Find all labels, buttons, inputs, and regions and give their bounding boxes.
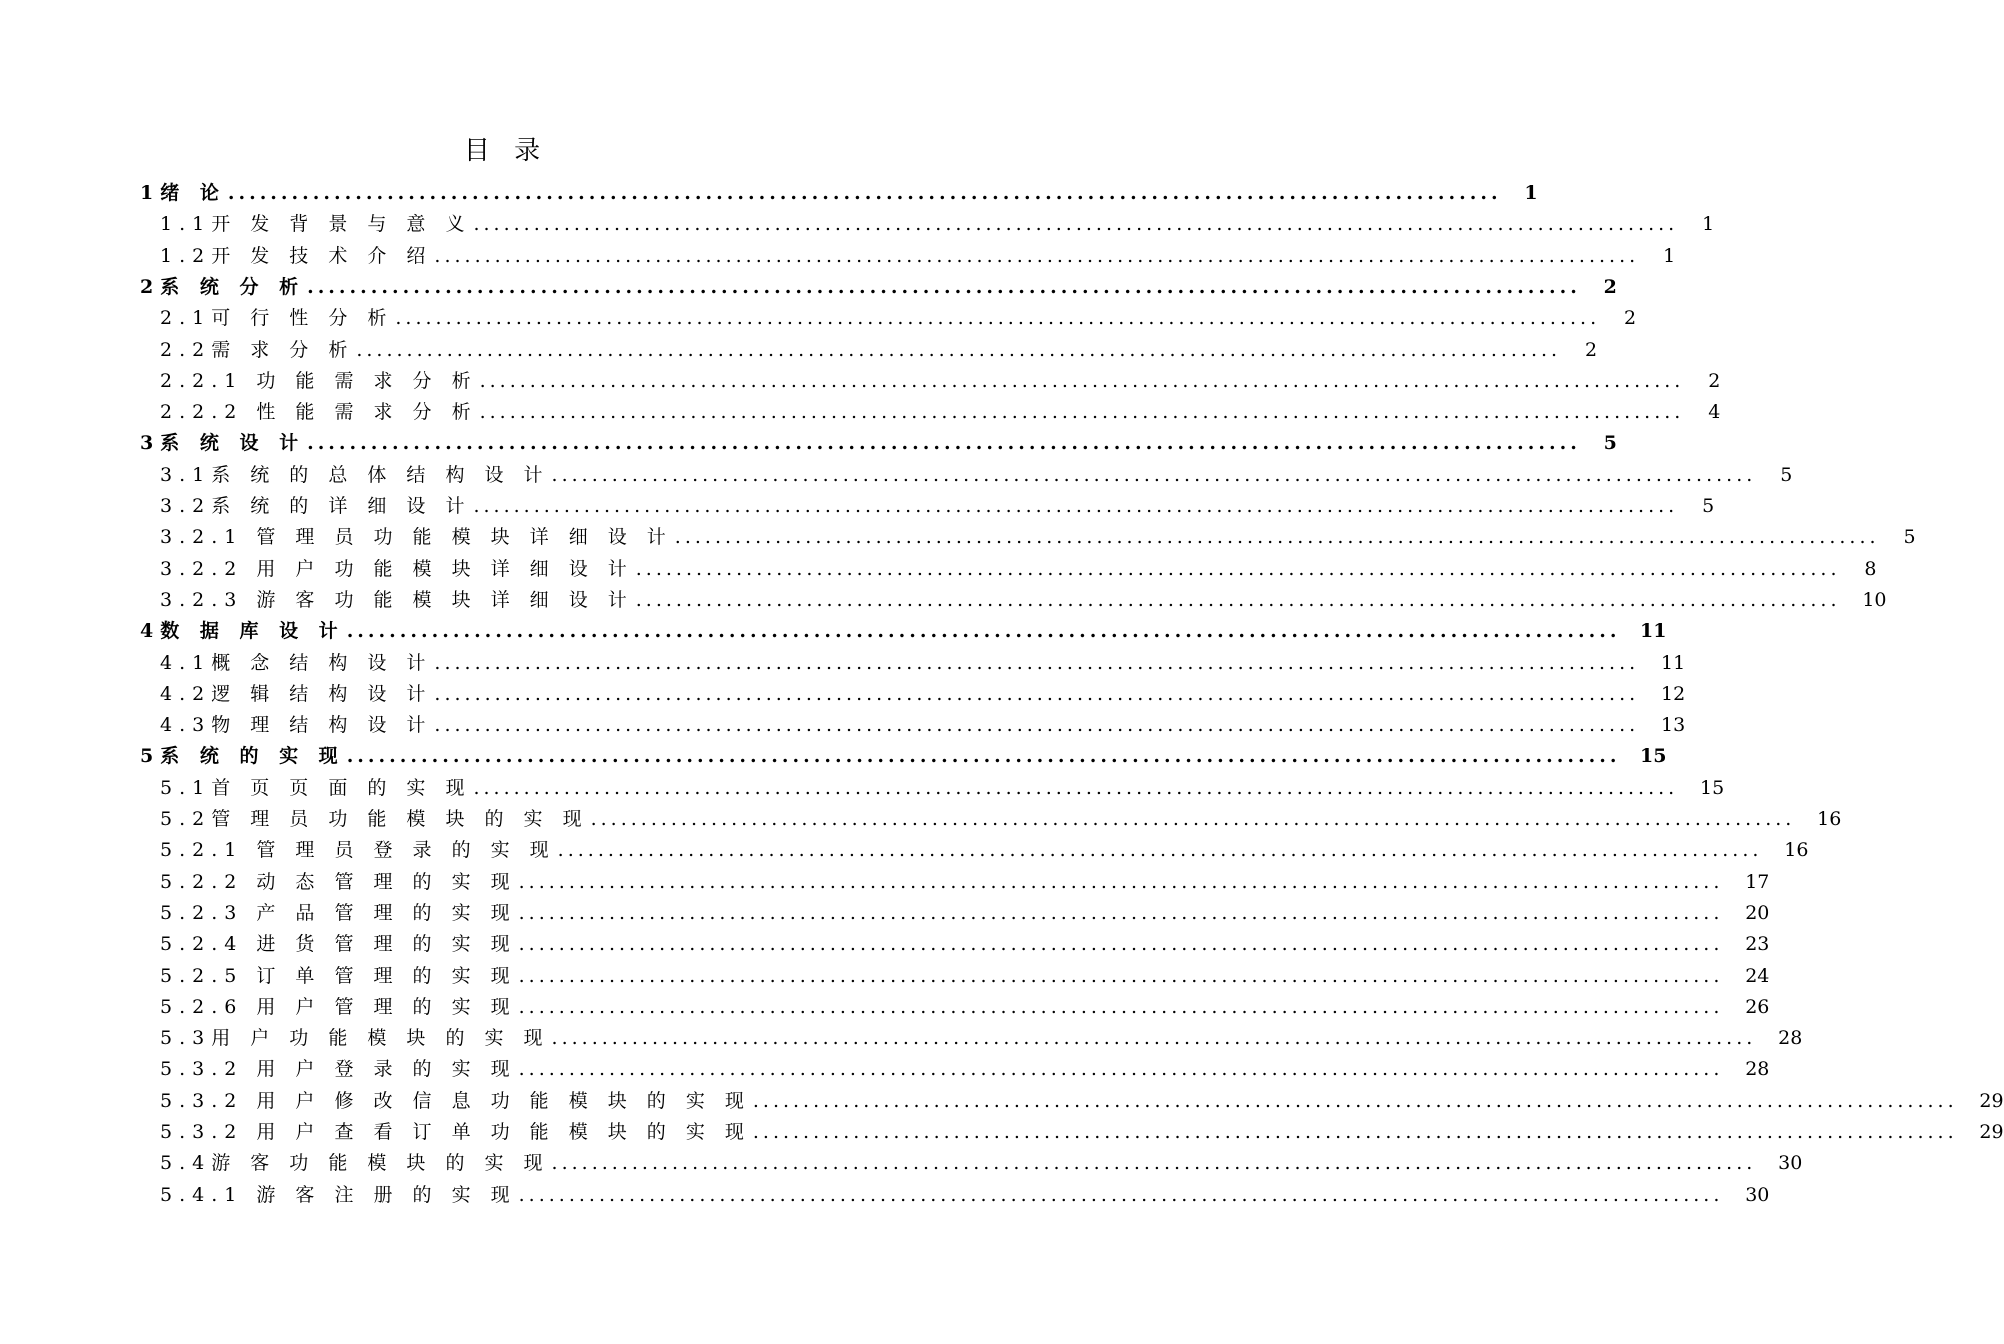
toc-entry[interactable] [160,241,1676,272]
toc-entry-label: 4数 据 库 设 计 [140,620,345,643]
toc-entry-label: 3.2.3 游 客 功 能 模 块 详 细 设 计 [160,588,634,611]
toc-entry[interactable] [160,491,1715,522]
toc-entry-page: 1 [1702,213,1715,236]
toc-entry-page: 28 [1745,1058,1770,1081]
toc-entry[interactable] [160,835,1809,866]
toc-entry-page: 2 [1624,307,1637,330]
toc-entry-page: 16 [1784,839,1809,862]
toc-entry-page: 2 [1708,369,1721,392]
toc-entry-label: 5.3.2 用 户 登 录 的 实 现 [160,1058,517,1081]
toc-entry-label: 2.2.1 功 能 需 求 分 析 [160,369,478,392]
toc-entry-page: 4 [1708,401,1721,424]
toc-dot-leader: ........................................................................................................................ [635,588,1841,611]
toc-entry-label: 3.2系 统 的 详 细 设 计 [160,495,472,517]
toc-entry[interactable] [160,710,1686,741]
toc-entry[interactable] [160,397,1721,428]
toc-dot-leader: ........................................................................................................................ [434,714,1640,737]
toc-dot-leader: ........................................................................................................................ [473,495,1679,517]
toc-entry[interactable] [140,272,1617,303]
toc-entry-page: 2 [1585,338,1598,361]
toc-dot-leader: ........................................................................................................................ [434,651,1640,674]
toc-entry-label: 2系 统 分 析 [140,275,306,298]
toc-entry-label: 5.3.2 用 户 修 改 信 息 功 能 模 块 的 实 现 [160,1089,751,1112]
toc-entry-label: 4.1概 念 结 构 设 计 [160,651,433,674]
toc-entry-page: 11 [1640,620,1667,643]
toc-dot-leader: ........................................................................................................................ [395,307,1601,330]
toc-entry-page: 12 [1660,682,1686,705]
toc-entry-label: 5系 统 的 实 现 [140,745,345,768]
toc-entry-page: 30 [1778,1152,1803,1175]
toc-entry-label: 4.3物 理 结 构 设 计 [160,714,433,737]
toc-title: 目 录 [463,136,549,166]
toc-entry-page: 24 [1745,964,1770,987]
toc-entry[interactable] [160,867,1770,898]
toc-entry-page: 28 [1778,1027,1803,1050]
toc-dot-leader: ........................................................................................................................ [227,182,1502,204]
toc-entry-page: 15 [1700,776,1725,799]
toc-dot-leader: ........................................................................................................................ [518,964,1724,987]
toc-entry[interactable] [160,1054,1770,1085]
toc-entry-page: 13 [1660,714,1686,737]
toc-entry[interactable] [160,961,1770,992]
toc-dot-leader: ........................................................................................................................ [473,213,1679,236]
toc-dot-leader: ........................................................................................................................ [752,1121,1958,1143]
toc-entry-page: 15 [1640,745,1667,768]
toc-entry[interactable] [160,648,1686,679]
toc-dot-leader: ........................................................................................................................ [752,1089,1958,1112]
toc-entry-label: 5.2.1 管 理 员 登 录 的 实 现 [160,839,556,862]
toc-dot-leader: ........................................................................................................................ [473,776,1679,799]
toc-entry-label: 5.2.6 用 户 管 理 的 实 现 [160,995,517,1018]
toc-dot-leader: ........................................................................................................................ [518,870,1724,893]
toc-entry-page: 5 [1780,463,1793,486]
toc-entry-label: 5.2管 理 员 功 能 模 块 的 实 现 [160,808,589,830]
toc-entry-page: 10 [1862,588,1887,611]
toc-dot-leader: ........................................................................................................................ [518,1183,1724,1206]
toc-entry-page: 16 [1817,808,1842,830]
toc-entry[interactable] [140,616,1667,647]
toc-dot-leader: ........................................................................................................................ [356,338,1562,361]
toc-entry[interactable] [160,460,1793,491]
toc-entry[interactable] [140,178,1538,209]
toc-entry[interactable] [160,303,1637,334]
toc-entry-label: 5.4游 客 功 能 模 块 的 实 现 [160,1152,550,1175]
toc-entry-page: 29 [1979,1121,2004,1143]
toc-entry[interactable] [160,773,1725,804]
toc-entry-page: 5 [1702,495,1715,517]
toc-dot-leader: ........................................................................................................................ [434,244,1640,267]
toc-dot-leader: ........................................................................................................................ [479,401,1685,424]
toc-entry-label: 1.2开 发 技 术 介 绍 [160,244,433,267]
toc-entry[interactable] [160,992,1770,1023]
toc-entry[interactable] [160,1180,1770,1211]
toc-entry-label: 5.3用 户 功 能 模 块 的 实 现 [160,1027,550,1050]
toc-entry-label: 5.1首 页 页 面 的 实 现 [160,776,472,799]
toc-entry-label: 3.1系 统 的 总 体 结 构 设 计 [160,463,550,486]
toc-dot-leader: ........................................................................................................................ [557,839,1763,862]
toc-entry-label: 1绪 论 [140,182,226,204]
toc-entry-label: 5.2.4 进 货 管 理 的 实 现 [160,933,517,956]
toc-dot-leader: ........................................................................................................................ [518,1058,1724,1081]
toc-entry[interactable] [160,335,1598,366]
toc-entry[interactable] [140,741,1667,772]
toc-entry-label: 5.2.2 动 态 管 理 的 实 现 [160,870,517,893]
toc-entry-page: 1 [1524,182,1538,204]
toc-entry-label: 4.2逻 辑 结 构 设 计 [160,682,433,705]
toc-entry-label: 3系 统 设 计 [140,432,306,455]
toc-dot-leader: ........................................................................................................................ [551,1027,1757,1050]
toc-dot-leader: ........................................................................................................................ [307,432,1581,455]
toc-entry-label: 5.4.1 游 客 注 册 的 实 现 [160,1183,517,1206]
toc-entry-label: 1.1开 发 背 景 与 意 义 [160,213,472,236]
toc-entry[interactable] [160,898,1770,929]
toc-entry[interactable] [160,209,1715,240]
toc-entry[interactable] [140,428,1617,459]
toc-dot-leader: ........................................................................................................................ [674,526,1880,549]
toc-entry-label: 5.2.3 产 品 管 理 的 实 现 [160,901,517,924]
toc-entry-label: 2.1可 行 性 分 析 [160,307,394,330]
toc-dot-leader: ........................................................................................................................ [346,620,1621,643]
toc-entry-page: 11 [1660,651,1686,674]
toc-entry-page: 30 [1745,1183,1770,1206]
toc-entry[interactable] [160,1086,2004,1117]
toc-entry-page: 17 [1745,870,1770,893]
toc-dot-leader: ........................................................................................................................ [518,933,1724,956]
toc-entry[interactable] [160,1148,1803,1179]
toc-dot-leader: ........................................................................................................................ [551,1152,1757,1175]
toc-dot-leader: ........................................................................................................................ [479,369,1685,392]
toc-entry-label: 2.2需 求 分 析 [160,338,355,361]
toc-entry[interactable] [160,804,1842,835]
toc-entry-page: 26 [1745,995,1770,1018]
toc-entry[interactable] [160,554,1877,585]
toc-entry-page: 2 [1603,275,1617,298]
toc-entry[interactable] [160,929,1770,960]
toc-entry[interactable] [160,522,1916,553]
toc-entry-page: 5 [1903,526,1916,549]
toc-entry-page: 23 [1745,933,1770,956]
toc-entry[interactable] [160,1117,2004,1148]
toc-entry-page: 1 [1663,244,1676,267]
toc-entry[interactable] [160,366,1721,397]
toc-dot-leader: ........................................................................................................................ [635,557,1841,580]
toc-dot-leader: ........................................................................................................................ [307,275,1581,298]
toc-dot-leader: ........................................................................................................................ [518,995,1724,1018]
toc-entry[interactable] [160,1023,1803,1054]
toc-entry-page: 29 [1979,1089,2004,1112]
toc-entry-label: 2.2.2 性 能 需 求 分 析 [160,401,478,424]
toc-entry-page: 20 [1745,901,1770,924]
toc-entry-page: 5 [1603,432,1617,455]
toc-dot-leader: ........................................................................................................................ [590,808,1796,830]
toc-entry-label: 3.2.1 管 理 员 功 能 模 块 详 细 设 计 [160,526,673,549]
toc-entry-page: 8 [1864,557,1877,580]
toc-dot-leader: ........................................................................................................................ [551,463,1757,486]
toc-entry[interactable] [160,585,1887,616]
toc-dot-leader: ........................................................................................................................ [518,901,1724,924]
toc-dot-leader: ........................................................................................................................ [346,745,1621,768]
toc-entry-label: 5.3.2 用 户 查 看 订 单 功 能 模 块 的 实 现 [160,1121,751,1143]
toc-entry-label: 5.2.5 订 单 管 理 的 实 现 [160,964,517,987]
toc-entry[interactable] [160,679,1686,710]
toc-dot-leader: ........................................................................................................................ [434,682,1640,705]
toc-entry-label: 3.2.2 用 户 功 能 模 块 详 细 设 计 [160,557,634,580]
